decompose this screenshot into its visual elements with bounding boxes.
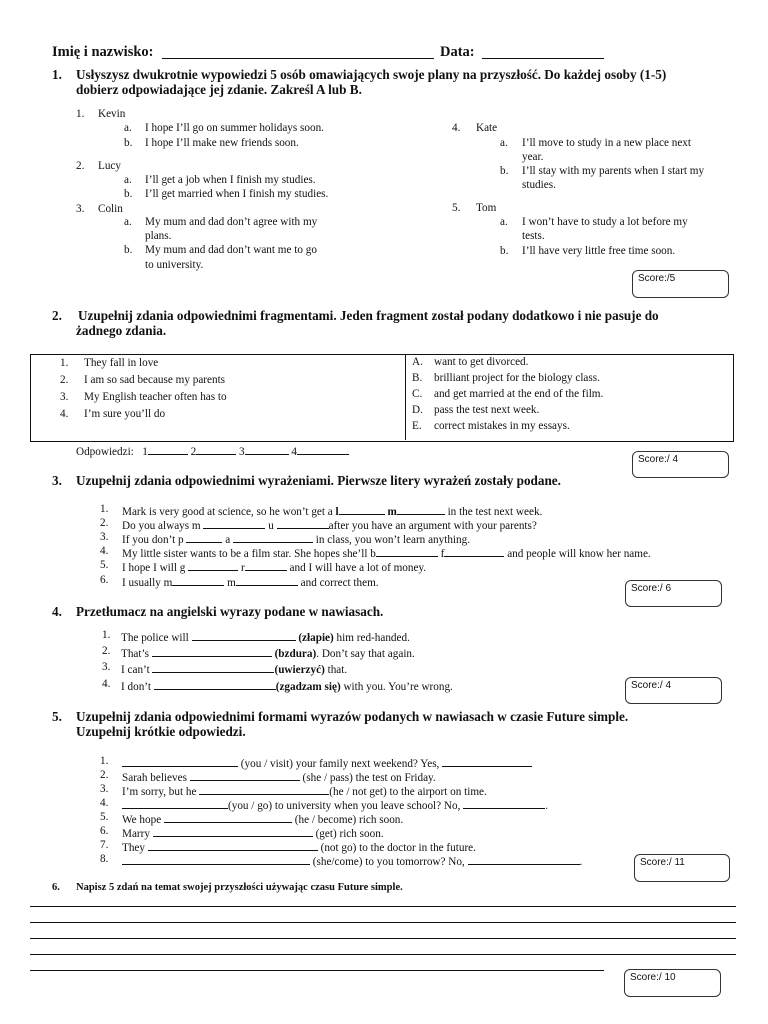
option-text: I’ll stay with my parents when I start my	[522, 165, 705, 177]
task4-sentence: I can’t (uwierzyć) that.	[121, 661, 347, 676]
sentence-start: I am so sad because my parents	[84, 374, 226, 386]
task3-sentence: I usually m m and correct them.	[122, 574, 379, 589]
option-label[interactable]: a.	[124, 122, 132, 134]
task5-instruction-line2: Uzupełnij krótkie odpowiedzi.	[76, 724, 246, 739]
task2-number: 2.	[52, 308, 62, 323]
task6-number: 6.	[52, 882, 60, 893]
fragment-text: want to get divorced.	[434, 356, 529, 368]
task5-score-box[interactable]: Score:/ 11	[634, 854, 730, 882]
item-number: 3.	[100, 783, 109, 795]
answer-blank[interactable]	[442, 755, 532, 767]
option-label[interactable]: a.	[124, 216, 132, 228]
option-text: My mum and dad don’t agree with my	[145, 216, 318, 228]
option-label[interactable]: b.	[124, 137, 133, 149]
answer-blank[interactable]	[186, 531, 222, 543]
answer-number: 4	[291, 446, 297, 458]
answer-blank[interactable]	[188, 559, 238, 571]
option-text: to university.	[145, 259, 204, 271]
answer-blank[interactable]	[153, 825, 313, 837]
name-label: Imię i nazwisko:	[52, 44, 154, 60]
answer-blank[interactable]	[245, 559, 287, 571]
answer-blank[interactable]	[339, 503, 385, 515]
answer-blank[interactable]	[199, 783, 329, 795]
answer-blank[interactable]	[233, 531, 313, 543]
option-label[interactable]: a.	[124, 174, 132, 186]
item-number: 6.	[100, 825, 109, 837]
answer-blank[interactable]	[444, 545, 504, 557]
writing-line[interactable]	[30, 922, 736, 923]
option-text: I’ll move to study in a new place next	[522, 137, 692, 149]
task5-sentence: (she/come) to you tomorrow? No, .	[122, 853, 582, 868]
option-label[interactable]: b.	[500, 165, 509, 177]
person-name: Tom	[476, 202, 497, 214]
task5-sentence: They (not go) to the doctor in the future.	[122, 839, 476, 854]
item-number: 8.	[100, 853, 109, 865]
answer-blank[interactable]	[152, 645, 272, 657]
answer-blank[interactable]	[297, 443, 349, 455]
person-name: Colin	[98, 203, 123, 215]
option-text: plans.	[145, 230, 172, 242]
writing-line[interactable]	[30, 970, 604, 971]
answer-blank[interactable]	[122, 797, 228, 809]
person-number: 5.	[452, 202, 461, 214]
task3-sentence: Do you always m u after you have an argument with your parents?	[122, 517, 537, 532]
task4-instruction: Przetłumacz na angielski wyrazy podane w nawiasach.	[76, 604, 384, 619]
task3-sentence: My little sister wants to be a film star. She hopes she’ll b f and people will know her name.	[122, 545, 651, 560]
person-name: Kevin	[98, 108, 126, 120]
writing-line[interactable]	[30, 906, 736, 907]
answer-number: 3	[238, 446, 245, 458]
item-number: 7.	[100, 839, 109, 851]
answer-number: 2	[190, 446, 197, 458]
answer-blank[interactable]	[236, 574, 298, 586]
answer-blank[interactable]	[172, 574, 224, 586]
task3-sentence: I hope I will g r and I will have a lot of money.	[122, 559, 426, 574]
task5-sentence: Sarah believes (she / pass) the test on Friday.	[122, 769, 436, 784]
sentence-number: 2.	[60, 374, 69, 386]
person-name: Lucy	[98, 160, 121, 172]
answer-blank[interactable]	[277, 517, 329, 529]
option-text: I’ll have very little free time soon.	[522, 245, 676, 257]
answer-blank[interactable]	[122, 755, 238, 767]
task5-sentence: (you / go) to university when you leave school? No, .	[122, 797, 548, 812]
answer-blank[interactable]	[196, 443, 236, 455]
task3-sentence: Mark is very good at science, so he won’t get a l m in the test next week.	[122, 503, 542, 518]
task6-instruction: Napisz 5 zdań na temat swojej przyszłości używając czasu Future simple.	[76, 882, 403, 893]
option-text: My mum and dad don’t want me to go	[145, 244, 317, 256]
sentence-number: 1.	[60, 357, 69, 369]
person-number: 3.	[76, 203, 85, 215]
sentence-number: 3.	[60, 391, 69, 403]
option-label[interactable]: b.	[124, 188, 133, 200]
answer-blank[interactable]	[122, 853, 310, 865]
item-number: 6.	[100, 574, 109, 586]
task5-sentence: (you / visit) your family next weekend? Yes,	[122, 755, 532, 770]
item-number: 5.	[100, 559, 109, 571]
task2-score-box[interactable]: Score:/ 4	[632, 451, 729, 478]
answer-blank[interactable]	[164, 811, 292, 823]
option-text: I’ll get married when I finish my studies.	[145, 188, 329, 200]
fragment-letter: D.	[412, 404, 423, 416]
item-number: 1.	[100, 503, 109, 515]
task3-number: 3.	[52, 473, 62, 488]
answer-blank[interactable]	[463, 797, 545, 809]
task5-number: 5.	[52, 709, 62, 724]
task1-number: 1.	[52, 67, 62, 82]
option-label[interactable]: b.	[124, 244, 133, 256]
answers-row	[76, 443, 349, 458]
task2-instruction-line1: Uzupełnij zdania odpowiednimi fragmentami. Jeden fragment został podany dodatkowo i nie pasuje do	[78, 308, 659, 323]
writing-line[interactable]	[30, 954, 736, 955]
fragment-letter: A.	[412, 356, 423, 368]
item-number: 2.	[100, 769, 109, 781]
option-label[interactable]: a.	[500, 216, 508, 228]
task4-sentence: That’s (bzdura). Don’t say that again.	[121, 645, 415, 660]
item-number: 4.	[100, 545, 109, 557]
task4-sentence: The police will (złapie) him red-handed.	[121, 629, 410, 644]
table-divider	[405, 354, 406, 440]
answers-label: Odpowiedzi:	[76, 446, 134, 458]
item-number: 1.	[102, 629, 111, 641]
item-number: 4.	[100, 797, 109, 809]
answer-blank[interactable]	[148, 443, 188, 455]
option-text: I hope I’ll go on summer holidays soon.	[145, 122, 324, 134]
answer-blank[interactable]	[245, 443, 289, 455]
item-number: 2.	[100, 517, 109, 529]
item-number: 2.	[102, 645, 111, 657]
task1-instruction-line1: Usłyszysz dwukrotnie wypowiedzi 5 osób omawiających swoje plany na przyszłość. Do każdej osoby (1-5)	[76, 67, 667, 82]
sentence-start: They fall in love	[84, 357, 159, 369]
fragment-text: and get married at the end of the film.	[434, 388, 604, 400]
answer-blank[interactable]	[190, 769, 300, 781]
option-text: I’ll get a job when I finish my studies.	[145, 174, 316, 186]
option-text: studies.	[522, 179, 556, 191]
person-number: 4.	[452, 122, 461, 134]
option-text: year.	[522, 151, 544, 163]
item-number: 5.	[100, 811, 109, 823]
option-label[interactable]: a.	[500, 137, 508, 149]
fragment-letter: C.	[412, 388, 423, 400]
fragment-text: brilliant project for the biology class.	[434, 372, 600, 384]
person-name: Kate	[476, 122, 498, 134]
sentence-start: I’m sure you’ll do	[84, 408, 166, 420]
fragment-text: correct mistakes in my essays.	[434, 420, 570, 432]
answer-blank[interactable]	[468, 853, 580, 865]
answer-blank[interactable]	[154, 678, 276, 690]
item-number: 1.	[100, 755, 109, 767]
answer-blank[interactable]	[148, 839, 318, 851]
fragment-letter: B.	[412, 372, 423, 384]
task4-number: 4.	[52, 604, 62, 619]
answer-blank[interactable]	[192, 629, 296, 641]
task5-sentence: Marry (get) rich soon.	[122, 825, 384, 840]
sentence-number: 4.	[60, 408, 69, 420]
task3-score-box[interactable]: Score:/ 6	[625, 580, 722, 607]
task5-sentence: I’m sorry, but he (he / not get) to the airport on time.	[122, 783, 487, 798]
task3-sentence: If you don’t p a in class, you won’t learn anything.	[122, 531, 470, 546]
answer-blank[interactable]	[203, 517, 265, 529]
item-number: 3.	[100, 531, 109, 543]
task5-instruction-line1: Uzupełnij zdania odpowiednimi formami wyrazów podanych w nawiasach w czasie Future simple.	[76, 709, 629, 724]
option-text: tests.	[522, 230, 545, 242]
option-text: I hope I’ll make new friends soon.	[145, 137, 299, 149]
fragment-text: pass the test next week.	[434, 404, 540, 416]
sentence-start: My English teacher often has to	[84, 391, 227, 403]
person-number: 2.	[76, 160, 85, 172]
task5-sentence: We hope (he / become) rich soon.	[122, 811, 403, 826]
answer-blank[interactable]	[376, 545, 438, 557]
writing-line[interactable]	[30, 938, 736, 939]
option-text: I won’t have to study a lot before my	[522, 216, 688, 228]
answer-number: 1	[142, 446, 148, 458]
item-number: 4.	[102, 678, 111, 690]
person-number: 1.	[76, 108, 85, 120]
item-number: 3.	[102, 661, 111, 673]
fragment-letter: E.	[412, 420, 422, 432]
answer-blank[interactable]	[152, 661, 274, 673]
date-field[interactable]	[482, 58, 604, 59]
task6-score-box[interactable]: Score:/ 10	[624, 969, 721, 997]
task2-instruction-line2: żadnego zdania.	[76, 323, 167, 338]
task1-score-box[interactable]: Score:/5	[632, 270, 729, 298]
option-label[interactable]: b.	[500, 245, 509, 257]
date-label: Data:	[440, 44, 475, 60]
task3-instruction: Uzupełnij zdania odpowiednimi wyrażeniami. Pierwsze litery wyrażeń zostały podane.	[76, 473, 561, 488]
task1-instruction-line2: dobierz odpowiadające jej zdanie. Zakreśl A lub B.	[76, 82, 362, 97]
task4-sentence: I don’t (zgadzam się) with you. You’re wrong.	[121, 678, 453, 693]
answer-blank[interactable]	[397, 503, 445, 515]
name-field[interactable]	[162, 58, 434, 59]
task4-score-box[interactable]: Score:/ 4	[625, 677, 722, 704]
